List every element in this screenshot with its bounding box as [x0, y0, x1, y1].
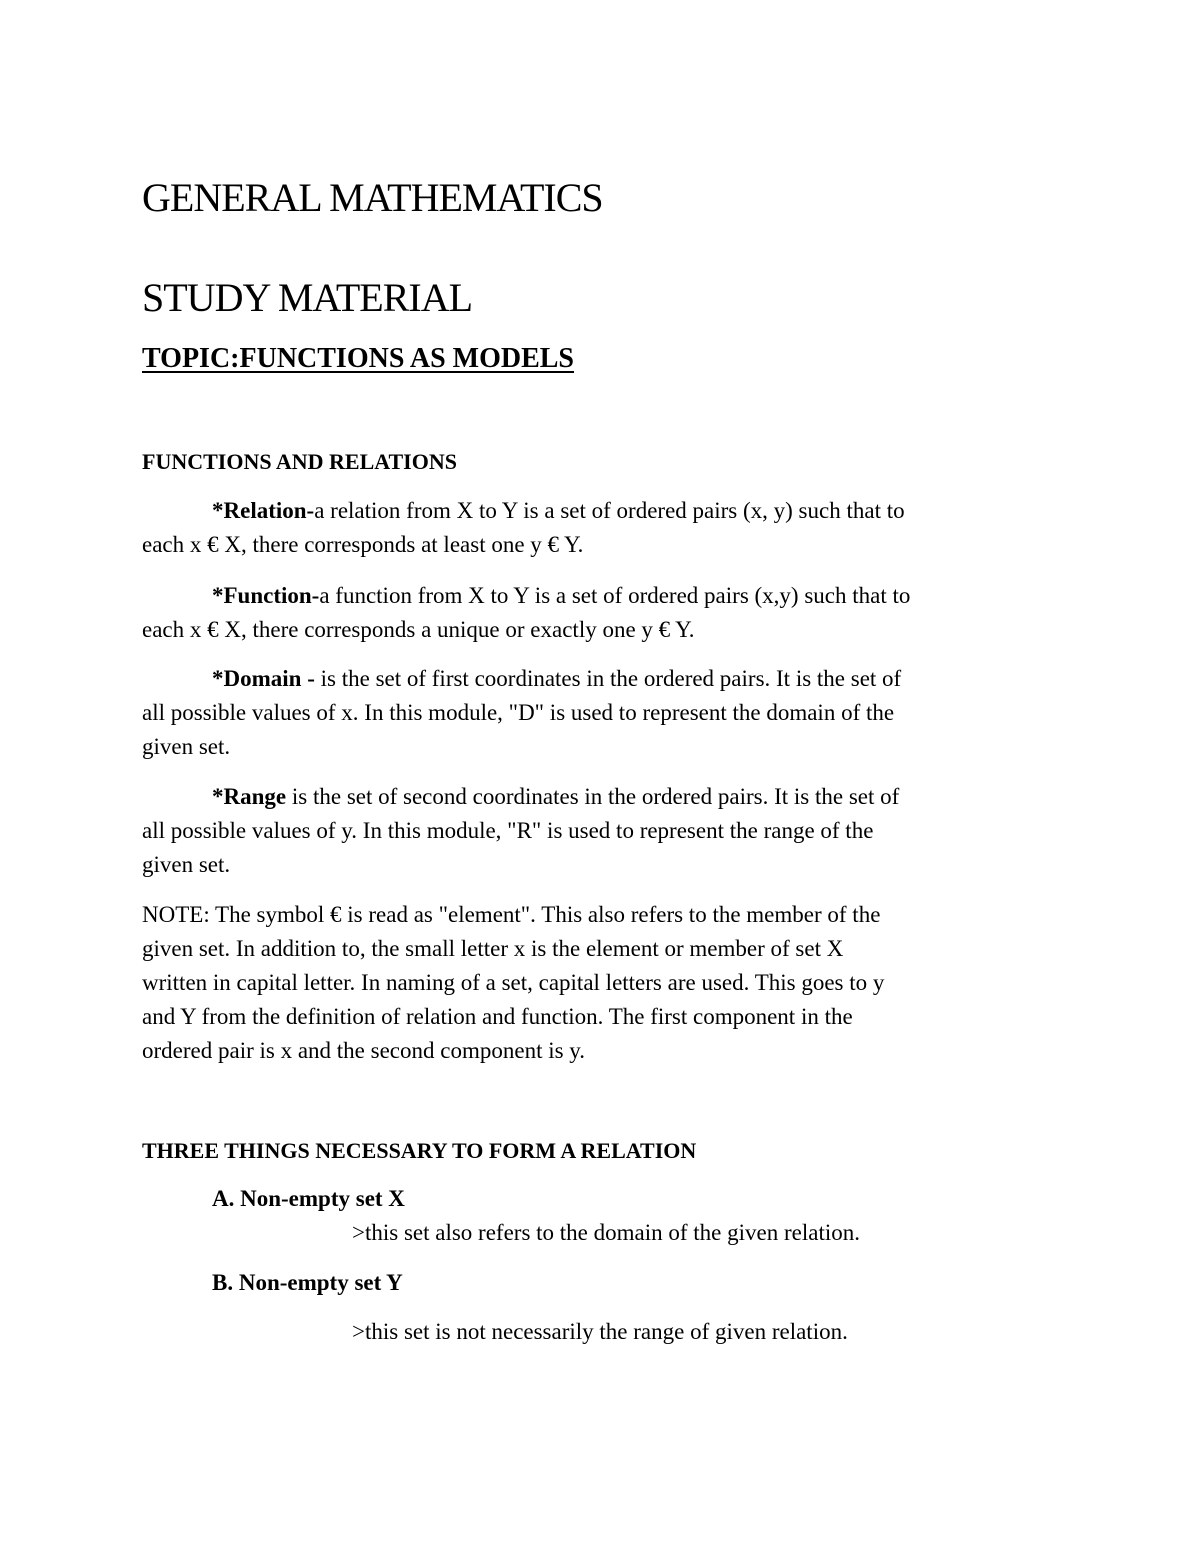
- relation-term: *Relation-: [212, 498, 315, 523]
- function-line-1: a function from X to Y is a set of ordered pairs (x,y) such that to: [319, 583, 911, 608]
- range-line-2: all possible values of y. In this module, "R" is used to represent the range of the: [142, 818, 874, 843]
- domain-term: *Domain -: [212, 666, 315, 691]
- relation-line-2: each x € X, there corresponds at least one y € Y.: [142, 532, 584, 557]
- domain-line-1: is the set of first coordinates in the ordered pairs. It is the set of: [314, 666, 902, 691]
- range-definition: [142, 780, 1082, 882]
- item-a-label: A. Non-empty set X: [212, 1186, 405, 1211]
- section-heading-functions-relations: FUNCTIONS AND RELATIONS: [142, 449, 457, 474]
- domain-line-2: all possible values of x. In this module, "D" is used to represent the domain of the: [142, 700, 895, 725]
- function-term: *Function-: [212, 583, 320, 608]
- topic-heading: TOPIC:FUNCTIONS AS MODELS: [142, 343, 575, 374]
- range-line-3: given set.: [142, 852, 231, 877]
- document-subtitle: STUDY MATERIAL: [142, 275, 473, 320]
- domain-line-3: given set.: [142, 734, 231, 759]
- section-heading-three-things: THREE THINGS NECESSARY TO FORM A RELATION: [142, 1138, 697, 1163]
- note-line-4: and Y from the definition of relation and function. The first component in the: [142, 1004, 853, 1029]
- relation-line-1: a relation from X to Y is a set of ordered pairs (x, y) such that to: [314, 498, 905, 523]
- note-paragraph: [142, 898, 1082, 1068]
- note-line-5: ordered pair is x and the second component is y.: [142, 1038, 586, 1063]
- function-line-2: each x € X, there corresponds a unique or exactly one y € Y.: [142, 617, 695, 642]
- item-a-description: >this set also refers to the domain of the given relation.: [352, 1220, 860, 1245]
- note-line-1: NOTE: The symbol € is read as "element". This also refers to the member of the: [142, 902, 881, 927]
- note-line-2: given set. In addition to, the small letter x is the element or member of set X: [142, 936, 844, 961]
- range-line-1: is the set of second coordinates in the ordered pairs. It is the set of: [286, 784, 900, 809]
- note-line-3: written in capital letter. In naming of a set, capital letters are used. This goes to y: [142, 970, 885, 995]
- item-b-label: B. Non-empty set Y: [212, 1270, 403, 1295]
- relation-definition: [142, 494, 1082, 562]
- range-term: *Range: [212, 784, 287, 809]
- item-b-description: >this set is not necessarily the range of given relation.: [352, 1319, 848, 1344]
- document-title: GENERAL MATHEMATICS: [142, 175, 603, 220]
- function-definition: [142, 579, 1082, 647]
- domain-definition: [142, 662, 1082, 764]
